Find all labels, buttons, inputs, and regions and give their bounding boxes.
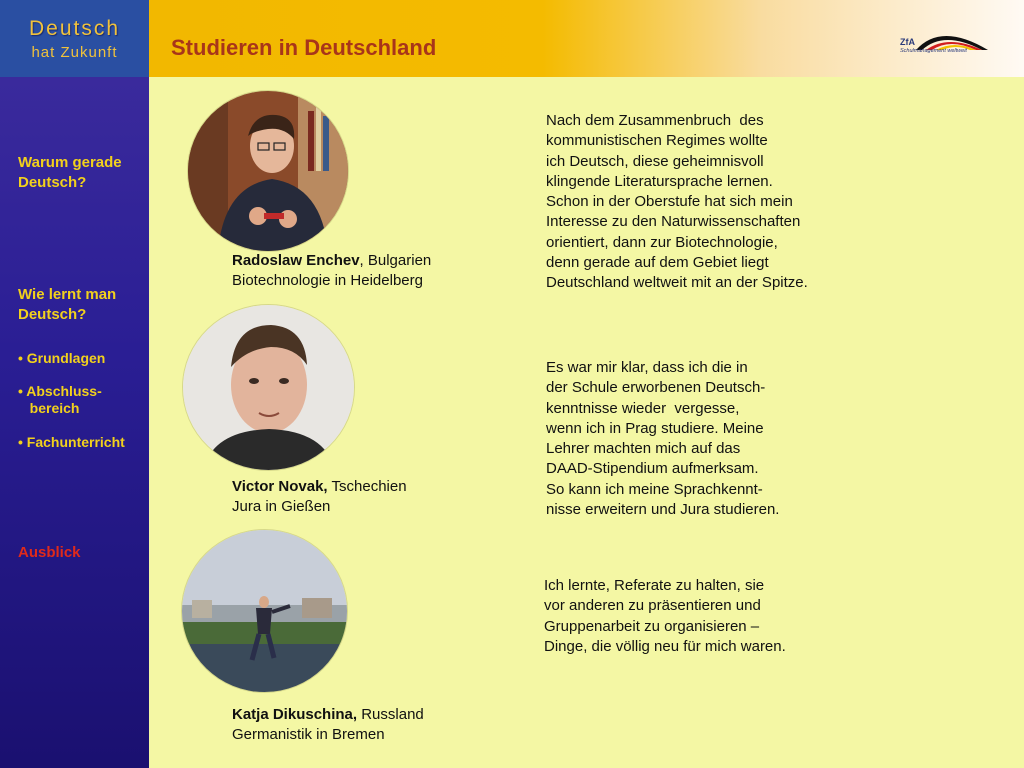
person-name: Victor Novak, [232, 478, 328, 495]
nav-fachunterricht[interactable]: • Fachunterricht [18, 434, 125, 450]
portrait-katja-dikuschina [181, 529, 348, 693]
person-study: Biotechnologie in Heidelberg [232, 272, 423, 289]
caption-katja-dikuschina [232, 705, 424, 745]
person-name: Radoslaw Enchev [232, 252, 360, 269]
nav-warum-gerade-deutsch[interactable]: Warum gerade Deutsch? [18, 154, 122, 191]
person-study: Germanistik in Bremen [232, 726, 385, 743]
nav-grundlagen[interactable]: • Grundlagen [18, 350, 106, 366]
caption-radoslaw-enchev [232, 251, 431, 291]
logo-line2: hat Zukunft [31, 44, 118, 61]
quote-katja-dikuschina: Ich lernte, Referate zu halten, sie vor anderen zu präsentieren und Gruppenarbeit zu organisieren – Dinge, die völlig neu für mich waren. [544, 577, 786, 655]
deutsch-hat-zukunft-logo[interactable] [0, 0, 149, 77]
zfa-logo-subtext: Schulmanagement weltweit [900, 48, 967, 54]
caption-victor-novak [232, 477, 407, 517]
nav-abschlussbereich[interactable]: • Abschluss- bereich [18, 383, 102, 416]
page-title: Studieren in Deutschland [171, 35, 437, 60]
person-name: Katja Dikuschina, [232, 706, 358, 723]
quote-victor-novak: Es war mir klar, dass ich die in der Schule erworbenen Deutsch- kenntnisse wieder vergesse, wenn ich in Prag studiere. Meine Lehrer machten mich auf das DAAD-Stipendium aufmerksam. So kann ich meine Sprachkennt- nisse erweitern und Jura studieren. [546, 359, 780, 519]
portrait-victor-novak [182, 304, 355, 471]
nav-wie-lernt-man-deutsch[interactable]: Wie lernt man Deutsch? [18, 286, 117, 323]
person-country: Tschechien [327, 478, 407, 495]
quote-radoslaw-enchev: Nach dem Zusammenbruch des kommunistischen Regimes wollte ich Deutsch, diese geheimnisvoll klingende Literatursprache lernen. Schon in der Oberstufe hat sich mein Interesse zu den Naturwissenschaften orientiert, dann zur Biotechnologie, denn gerade auf dem Gebiet liegt Deutschland weltweit mit an der Spitze. [546, 112, 808, 292]
person-study: Jura in Gießen [232, 498, 331, 515]
nav-ausblick[interactable]: Ausblick [18, 544, 81, 561]
person-country: , Bulgarien [359, 252, 432, 269]
zfa-logo-text: ZfA [900, 37, 915, 47]
logo-line1: Deutsch [28, 17, 121, 40]
person-country: Russland [357, 706, 424, 723]
portrait-radoslaw-enchev [187, 90, 349, 252]
